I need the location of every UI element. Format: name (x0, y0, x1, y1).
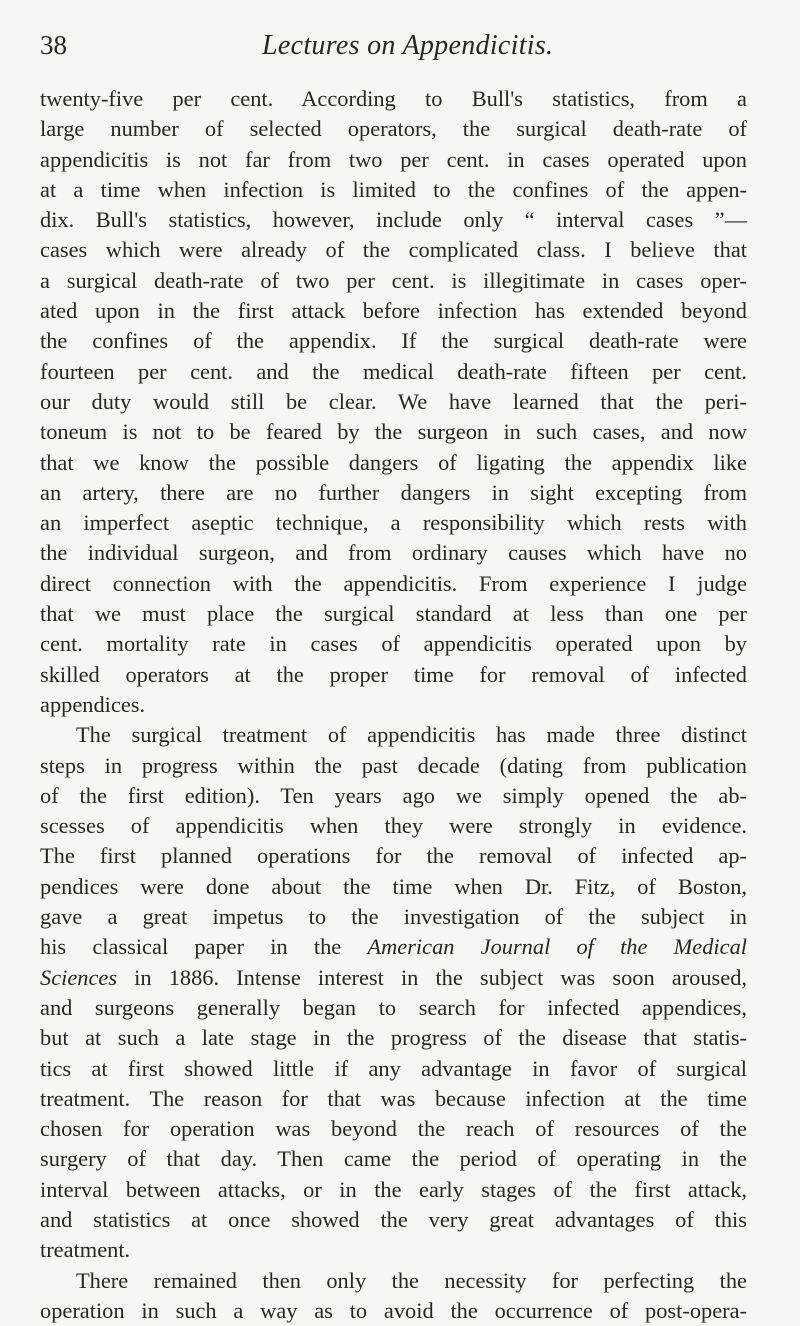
text-line: dix. Bull's statistics, however, include only “ interval cases ”— (40, 207, 747, 233)
text-line: direct connection with the appendicitis. From experience I judge (40, 570, 747, 596)
text-line: a surgical death-rate of two per cent. is illegitimate in cases oper- (40, 267, 747, 293)
text-line (40, 963, 747, 993)
text-line: skilled operators at the proper time for removal of infected (40, 661, 747, 687)
text-line: fourteen per cent. and the medical death-rate fifteen per cent. (40, 358, 747, 384)
paragraph (40, 84, 747, 720)
text-line: treatment. The reason for that was because infection at the time (40, 1085, 747, 1111)
text-line: and surgeons generally began to search for infected appendices, (40, 994, 747, 1020)
text-line: There remained then only the necessity for perfecting the (76, 1267, 747, 1293)
text-line: and statistics at once showed the very great advantages of this (40, 1206, 747, 1232)
text-line: pendices were done about the time when Dr. Fitz, of Boston, (40, 873, 747, 899)
text-line: toneum is not to be feared by the surgeon in such cases, and now (40, 419, 747, 445)
book-page (40, 18, 747, 1326)
running-head (40, 18, 747, 68)
text-line: that we know the possible dangers of ligating the appendix like (40, 449, 747, 475)
text-line: ated upon in the first attack before infection has extended beyond (40, 298, 747, 324)
text-line: appendicitis is not far from two per cent. in cases operated upon (40, 146, 747, 172)
text-line: our duty would still be clear. We have learned that the peri- (40, 388, 747, 414)
page-number: 38 (40, 30, 67, 60)
text-line (40, 932, 747, 962)
line-text: his classical paper in the (40, 934, 368, 960)
text-line: at a time when infection is limited to the confines of the appen- (40, 176, 747, 202)
text-line: The first planned operations for the removal of infected ap- (40, 843, 747, 869)
text-line: treatment. (40, 1237, 131, 1263)
text-line: chosen for operation was beyond the reach of resources of the (40, 1116, 747, 1142)
text-line: but at such a late stage in the progress of the disease that statis- (40, 1025, 747, 1051)
paragraph (40, 720, 747, 1265)
text-line: operation in such a way as to avoid the occurrence of post-opera- (40, 1297, 747, 1323)
text-line: tics at first showed little if any advantage in favor of surgical (40, 1055, 747, 1081)
text-line: appendices. (40, 691, 146, 717)
text-line: an imperfect aseptic technique, a responsibility which rests with (40, 510, 747, 536)
text-line: the confines of the appendix. If the surgical death-rate were (40, 328, 747, 354)
paragraph (40, 1266, 747, 1326)
text-line: an artery, there are no further dangers in sight excepting from (40, 479, 747, 505)
text-line: cent. mortality rate in cases of appendicitis operated upon by (40, 631, 747, 657)
text-line: that we must place the surgical standard at less than one per (40, 601, 747, 627)
text-line: scesses of appendicitis when they were strongly in evidence. (40, 813, 747, 839)
text-line: The surgical treatment of appendicitis has made three distinct (76, 722, 747, 748)
body-text (40, 84, 747, 1326)
journal-title: Sciences (40, 964, 118, 990)
text-line: interval between attacks, or in the early stages of the first attack, (40, 1176, 747, 1202)
journal-title: American Journal of the Medical (367, 934, 747, 960)
text-line: the individual surgeon, and from ordinary causes which have no (40, 540, 747, 566)
text-line: gave a great impetus to the investigation of the subject in (40, 904, 747, 930)
text-line: of the first edition). Ten years ago we simply opened the ab- (40, 782, 747, 808)
running-title: Lectures on Appendicitis. (262, 30, 554, 61)
text-line: large number of selected operators, the surgical death-rate of (40, 116, 747, 142)
text-line: steps in progress within the past decade (dating from publication (40, 752, 747, 778)
text-line: cases which were already of the complicated class. I believe that (40, 237, 747, 263)
text-line: surgery of that day. Then came the period of operating in the (40, 1146, 747, 1172)
text-line: twenty-five per cent. According to Bull's statistics, from a (40, 86, 747, 111)
line-text: in 1886. Intense interest in the subject was soon aroused, (117, 964, 747, 990)
